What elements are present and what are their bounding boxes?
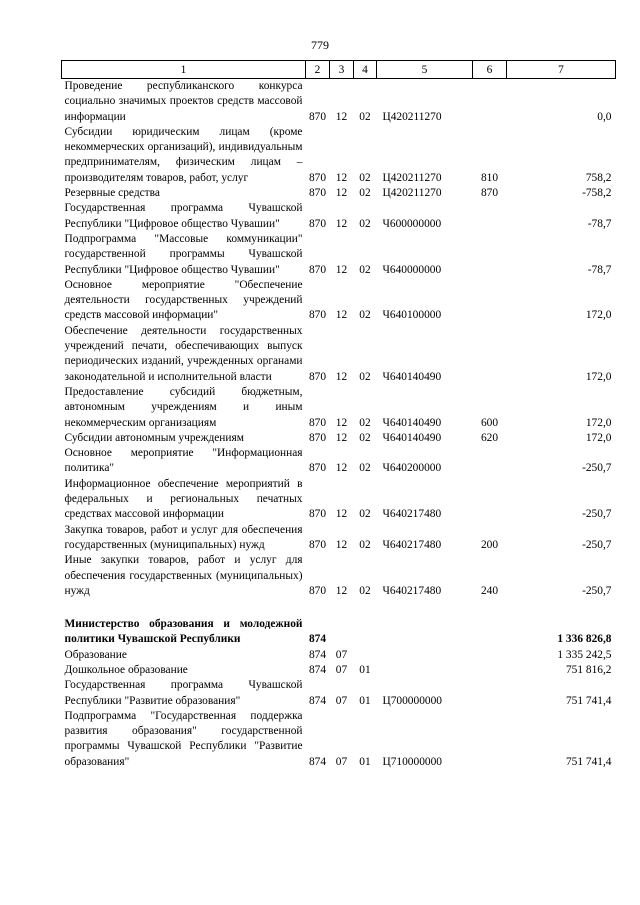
row-name: Образование — [64, 648, 127, 661]
row-expense-type — [473, 617, 507, 648]
row-section: 12 — [335, 538, 348, 551]
row-amount: -250,7 — [582, 508, 612, 521]
row-expense-type — [473, 446, 507, 477]
row-amount: -250,7 — [582, 538, 612, 551]
row-amount: -78,7 — [587, 217, 612, 230]
header-cell: 7 — [507, 61, 616, 79]
row-expense-type — [473, 79, 507, 125]
row-target-article: Ц420211270 — [382, 171, 442, 184]
row-subsection: 02 — [359, 416, 371, 429]
row-subsection: 02 — [359, 110, 371, 123]
row-amount: 1 335 242,5 — [557, 648, 612, 661]
table-row — [62, 201, 616, 232]
row-name: Предоставление субсидий бюджетным, автономным учреждениям и иным некоммерческим организациям — [64, 385, 303, 429]
row-section: 07 — [335, 755, 348, 768]
row-name: Иные закупки товаров, работ и услуг для обеспечения государственных (муниципальных) нужд — [64, 554, 303, 597]
row-amount: 0,0 — [597, 110, 612, 123]
row-ved: 870 — [308, 416, 327, 429]
row-section: 12 — [335, 370, 348, 383]
row-section: 12 — [335, 110, 348, 123]
row-name: Министерство образования и молодежной политики Чувашской Республики — [64, 618, 303, 646]
row-expense-type — [473, 201, 507, 232]
row-amount: -250,7 — [582, 462, 612, 475]
table-row — [62, 678, 616, 709]
table-header-row — [62, 61, 616, 79]
row-section: 12 — [335, 584, 348, 597]
row-subsection: 02 — [359, 171, 371, 184]
row-section — [330, 617, 354, 648]
table-row — [62, 186, 616, 201]
row-amount: 1 336 826,8 — [557, 633, 612, 646]
row-subsection: 02 — [359, 584, 371, 597]
row-subsection: 01 — [359, 663, 371, 676]
table-row — [62, 324, 616, 385]
row-subsection: 02 — [359, 263, 371, 276]
row-section: 12 — [335, 462, 348, 475]
row-ved: 870 — [308, 263, 327, 276]
row-target-article — [377, 617, 473, 648]
table-row — [62, 617, 616, 648]
row-ved: 870 — [308, 462, 327, 475]
row-expense-type: 620 — [480, 431, 499, 444]
row-name: Субсидии юридическим лицам (кроме некоммерческих организаций), индивидуальным предпринимателям, физическим лицам – производителям товаров, работ, услуг — [64, 125, 303, 184]
row-target-article — [377, 663, 473, 678]
table-row — [62, 278, 616, 324]
row-target-article: Ч600000000 — [382, 217, 442, 230]
row-name: Подпрограмма "Государственная поддержка развития образования" государственной программы Чувашской Республики "Развитие образования" — [64, 709, 303, 768]
row-ved: 870 — [308, 584, 327, 597]
row-amount: 172,0 — [585, 309, 612, 322]
row-target-article: Ч640140490 — [382, 431, 442, 444]
row-target-article: Ч640217480 — [382, 584, 442, 597]
row-name: Подпрограмма "Массовые коммуникации" государственной программы Чувашской Республики "Цифровое общество Чувашии" — [64, 232, 303, 276]
row-section: 12 — [335, 263, 348, 276]
row-section: 12 — [335, 431, 348, 444]
row-ved: 870 — [308, 171, 327, 184]
header-cell: 3 — [330, 61, 354, 79]
header-cell: 1 — [62, 61, 306, 79]
table-row — [62, 553, 616, 599]
row-expense-type — [473, 324, 507, 385]
table-row — [62, 232, 616, 278]
row-expense-type — [473, 278, 507, 324]
row-amount: 172,0 — [585, 370, 612, 383]
row-name: Субсидии автономным учреждениям — [64, 431, 244, 444]
header-cell: 6 — [473, 61, 507, 79]
header-cell: 2 — [306, 61, 330, 79]
row-amount: -758,2 — [582, 187, 612, 200]
row-subsection: 01 — [359, 694, 371, 707]
table-body — [62, 79, 616, 771]
row-ved: 870 — [308, 508, 327, 521]
row-target-article: Ч640000000 — [382, 263, 442, 276]
table-row — [62, 385, 616, 431]
row-section: 12 — [335, 309, 348, 322]
row-expense-type — [473, 477, 507, 523]
table-row — [62, 446, 616, 477]
budget-table — [61, 60, 616, 770]
row-subsection: 02 — [359, 462, 371, 475]
row-expense-type: 870 — [480, 187, 499, 200]
row-expense-type — [473, 678, 507, 709]
row-expense-type: 810 — [480, 171, 499, 184]
spacer-cell — [62, 599, 616, 617]
row-name: Основное мероприятие "Информационная политика" — [64, 447, 303, 475]
row-ved: 874 — [308, 663, 327, 676]
row-target-article: Ч640200000 — [382, 462, 442, 475]
row-target-article: Ц710000000 — [382, 755, 442, 768]
row-section: 12 — [335, 217, 348, 230]
row-section: 07 — [335, 648, 348, 661]
row-amount: 172,0 — [585, 416, 612, 429]
row-ved: 870 — [308, 217, 327, 230]
row-amount: 751 816,2 — [565, 663, 612, 676]
row-expense-type: 200 — [480, 538, 499, 551]
row-ved: 870 — [308, 370, 327, 383]
row-name: Дошкольное образование — [64, 663, 188, 676]
row-expense-type: 240 — [480, 584, 499, 597]
row-ved: 874 — [308, 755, 327, 768]
header-cell: 5 — [377, 61, 473, 79]
row-name: Закупка товаров, работ и услуг для обеспечения государственных (муниципальных) нужд — [64, 523, 303, 551]
row-ved: 870 — [308, 110, 327, 123]
row-subsection: 02 — [359, 538, 371, 551]
row-ved: 870 — [308, 431, 327, 444]
row-ved: 874 — [308, 648, 327, 661]
row-subsection: 02 — [359, 508, 371, 521]
row-section: 12 — [335, 187, 348, 200]
row-target-article: Ц700000000 — [382, 694, 442, 707]
row-target-article — [377, 648, 473, 663]
row-target-article: Ч640140490 — [382, 416, 442, 429]
row-name: Обеспечение деятельности государственных учреждений печати, обеспечивающих выпуск периодических изданий, учрежденных органами законодательной и исполнительной власти — [64, 324, 303, 383]
table-row — [62, 709, 616, 770]
row-name: Государственная программа Чувашской Республики "Развитие образования" — [64, 679, 303, 707]
header-cell: 4 — [354, 61, 377, 79]
table-row — [62, 431, 616, 446]
page-number: 779 — [311, 38, 329, 52]
row-amount: -78,7 — [587, 263, 612, 276]
row-subsection: 02 — [359, 187, 371, 200]
row-subsection — [354, 648, 377, 663]
row-ved: 870 — [308, 309, 327, 322]
row-name: Основное мероприятие "Обеспечение деятельности государственных учреждений средств массовой информации" — [64, 278, 303, 322]
row-amount: 172,0 — [585, 431, 612, 444]
row-expense-type: 600 — [480, 416, 499, 429]
row-target-article: Ц420211270 — [382, 110, 442, 123]
row-name: Проведение республиканского конкурса социально значимых проектов средств массовой информации — [64, 80, 303, 123]
table-row — [62, 523, 616, 554]
row-target-article: Ч640140490 — [382, 370, 442, 383]
row-target-article: Ц420211270 — [382, 187, 442, 200]
row-subsection — [354, 617, 377, 648]
row-amount: -250,7 — [582, 584, 612, 597]
row-expense-type — [473, 232, 507, 278]
table-row — [62, 125, 616, 186]
row-expense-type — [473, 709, 507, 770]
table-row — [62, 79, 616, 125]
spacer-row — [62, 599, 616, 617]
row-section: 07 — [335, 694, 348, 707]
row-target-article: Ч640217480 — [382, 508, 442, 521]
row-subsection: 01 — [359, 755, 371, 768]
row-ved: 874 — [308, 633, 327, 646]
row-subsection: 02 — [359, 370, 371, 383]
row-section: 07 — [335, 663, 348, 676]
row-name: Государственная программа Чувашской Республики "Цифровое общество Чувашии" — [64, 202, 303, 230]
row-amount: 751 741,4 — [565, 694, 612, 707]
row-amount: 758,2 — [585, 171, 612, 184]
table-row — [62, 477, 616, 523]
table-row — [62, 648, 616, 663]
row-target-article: Ч640217480 — [382, 538, 442, 551]
row-subsection: 02 — [359, 217, 371, 230]
row-name: Информационное обеспечение мероприятий в федеральных и региональных печатных средствах массовой информации — [64, 477, 303, 521]
row-ved: 870 — [308, 538, 327, 551]
row-target-article: Ч640100000 — [382, 309, 442, 322]
row-expense-type — [473, 648, 507, 663]
row-section: 12 — [335, 416, 348, 429]
row-section: 12 — [335, 171, 348, 184]
row-ved: 870 — [308, 187, 327, 200]
row-expense-type — [473, 663, 507, 678]
row-section: 12 — [335, 508, 348, 521]
row-subsection: 02 — [359, 431, 371, 444]
row-name: Резервные средства — [64, 187, 160, 200]
row-ved: 874 — [308, 694, 327, 707]
row-amount: 751 741,4 — [565, 755, 612, 768]
row-subsection: 02 — [359, 309, 371, 322]
table-row — [62, 663, 616, 678]
